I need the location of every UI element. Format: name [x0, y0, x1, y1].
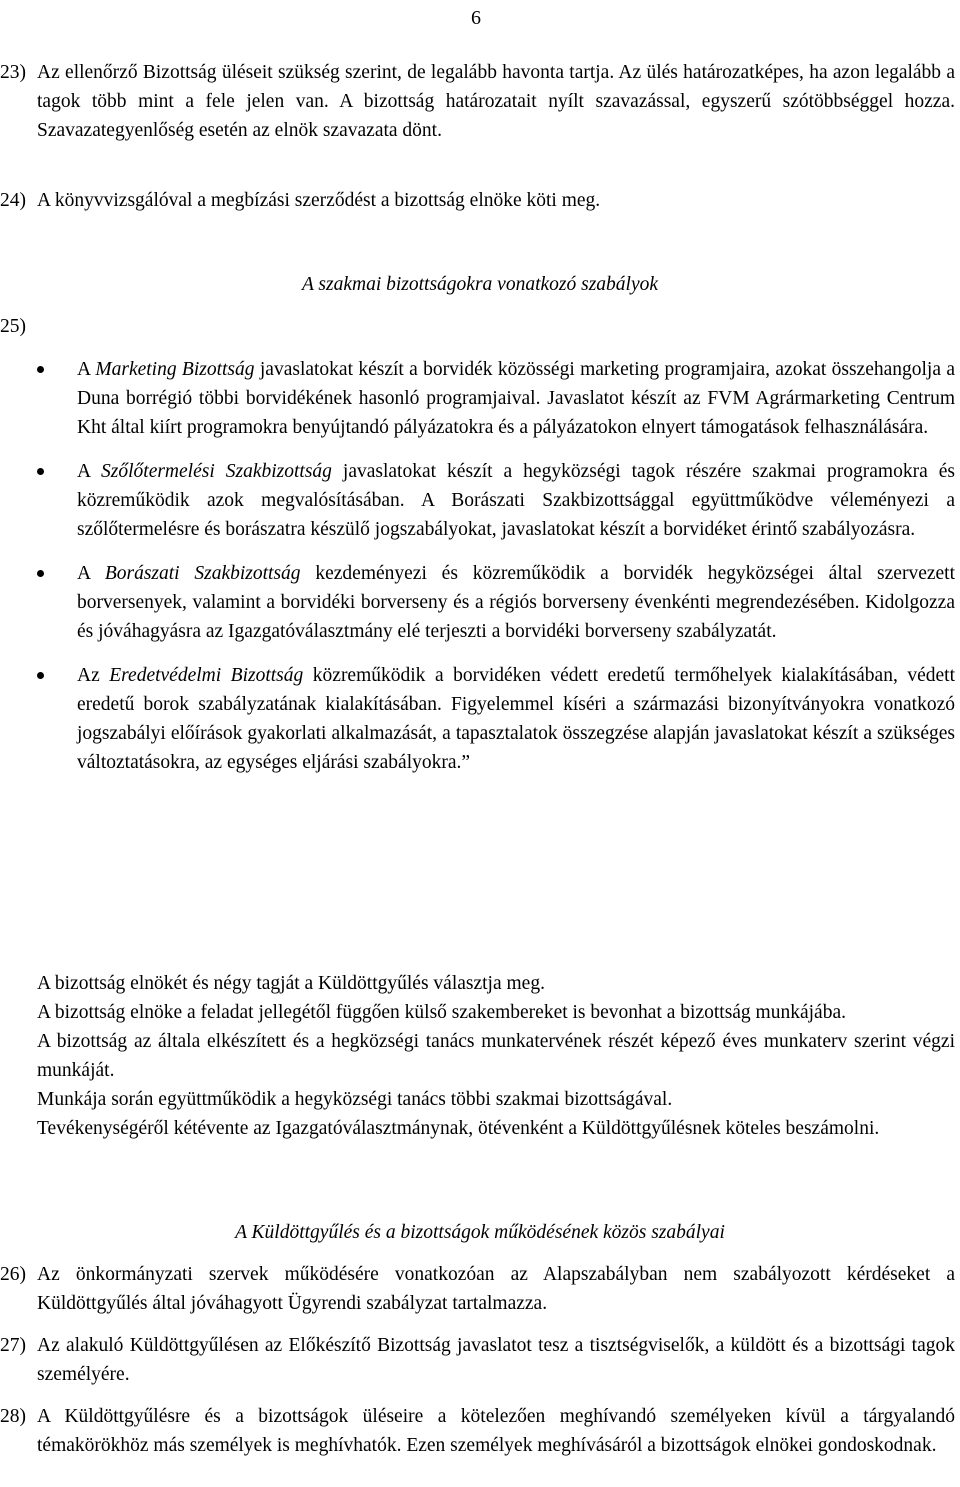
paragraph: A bizottság az általa elkészített és a hegközségi tanács munkatervének részét képező éves munkaterv szerint végzi munkáját.: [37, 1031, 955, 1081]
paragraph: Tevékenységéről kétévente az Igazgatóválasztmánynak, ötévenként a Küldöttgyűlésnek köteles beszámolni.: [37, 1118, 880, 1139]
heading-szakmai-bizottsagok: A szakmai bizottságokra vonatkozó szabályok: [301, 274, 659, 295]
bullet-prefix: A: [77, 359, 96, 380]
section-27: [0, 1331, 955, 1389]
bullet-prefix: Az: [77, 665, 110, 686]
bullet-item-marketing: [77, 355, 955, 442]
section-number: 23): [0, 62, 26, 83]
bullet-item-szolotermelesi: [77, 457, 955, 544]
section-23: [0, 58, 955, 145]
heading-kozos-szabalyok: A Küldöttgyűlés és a bizottságok működésének közös szabályai: [235, 1222, 725, 1243]
section-number: 28): [0, 1406, 26, 1427]
paragraph: Munkája során együttműködik a hegyközségi tanács többi szakmai bizottságával.: [37, 1089, 673, 1110]
bullet-text: közreműködik a borvidéken védett eredetű termőhelyek kialakításában, védett eredetű borok szabályzatának kialakításában. Figyelemmel kíséri a származási bizonyítványokra vonatkozó jogszabályi előírások gyakorlati alkalmazását, a tapasztalatok összegzése alapján javaslatokat készít a szükséges változtatásokra, az egységes eljárási szabályokra.”: [77, 665, 955, 773]
bullet-prefix: A: [77, 461, 102, 482]
bullet-prefix: A: [77, 563, 105, 584]
section-28: [0, 1402, 955, 1460]
section-25-label: 25): [0, 316, 26, 337]
section-text: Az alakuló Küldöttgyűlésen az Előkészítő Bizottság javaslatot tesz a tisztségviselők, a küldött és a bizottsági tagok személyére.: [37, 1335, 955, 1385]
section-number: 24): [0, 190, 26, 211]
section-text: Az önkormányzati szervek működésére vonatkozóan az Alapszabályban nem szabályozott kérdéseket a Küldöttgyűlés által jóváhagyott Ügyrendi szabályzat tartalmazza.: [37, 1264, 955, 1314]
section-number: 27): [0, 1335, 26, 1356]
bullet-text: javaslatokat készít a hegyközségi tagok részére szakmai programokra és közreműködik azok megvalósításában. A Borászati Szakbizottsággal együttműködve véleményezi a szőlőtermelésre és borászatra készülő jogszabályokat, javaslatokat készít a borvidéket érintő szabályozásra.: [77, 461, 955, 540]
bullet-item-boraszati: [77, 559, 955, 646]
bullet-text: javaslatokat készít a borvidék közösségi marketing programjaira, azokat összehangolja a Duna borrégió többi borvidékének hasonló programjaival. Javaslatot készít az FVM Agrármarketing Centrum Kht által kiírt programokra benyújtandó pályázatokra és a pályázatokon elnyert támogatások felhasználására.: [77, 359, 955, 438]
section-text: A Küldöttgyűlésre és a bizottságok üléseire a kötelezően meghívandó személyeken kívül a tárgyalandó témakörökhöz más személyek is meghívhatók. Ezen személyek meghívásáról a bizottságok elnökei gondoskodnak.: [37, 1406, 955, 1456]
section-text: A könyvvizsgálóval a megbízási szerződést a bizottság elnöke köti meg.: [37, 190, 601, 211]
committee-name: Marketing Bizottság: [95, 359, 255, 380]
paragraph: A bizottság elnökét és négy tagját a Küldöttgyűlés választja meg.: [37, 973, 545, 994]
section-text: Az ellenőrző Bizottság üléseit szükség szerint, de legalább havonta tartja. Az ülés határozatképes, ha azon legalább a tagok több mint a fele jelen van. A bizottság határozatait nyílt szavazással, egyszerű szótöbbséggel hozza. Szavazategyenlőség esetén az elnök szavazata dönt.: [37, 62, 955, 141]
committee-name: Borászati Szakbizottság: [104, 563, 301, 584]
committee-name: Szőlőtermelési Szakbizottság: [101, 461, 332, 482]
committee-name: Eredetvédelmi Bizottság: [109, 665, 304, 686]
section-26: [0, 1260, 955, 1318]
committee-bullet-list: [77, 355, 955, 792]
section-24: [0, 186, 955, 215]
bullet-item-eredetvedelmi: [77, 661, 955, 777]
page-number: 6: [471, 7, 481, 29]
bullet-text: kezdeményezi és közreműködik a borvidék hegyközségei által szervezett borversenyek, valamint a borvidéki borverseny és a régiós borverseny évenkénti megrendezésében. Kidolgozza és jóváhagyásra az Igazgatóválasztmány elé terjeszti a borvidéki borverseny szabályzatát.: [77, 563, 955, 642]
committee-general-rules: [37, 969, 955, 1143]
paragraph: A bizottság elnöke a feladat jellegétől függően külső szakembereket is bevonhat a bizottság munkájába.: [37, 1002, 846, 1023]
section-number: 26): [0, 1264, 26, 1285]
